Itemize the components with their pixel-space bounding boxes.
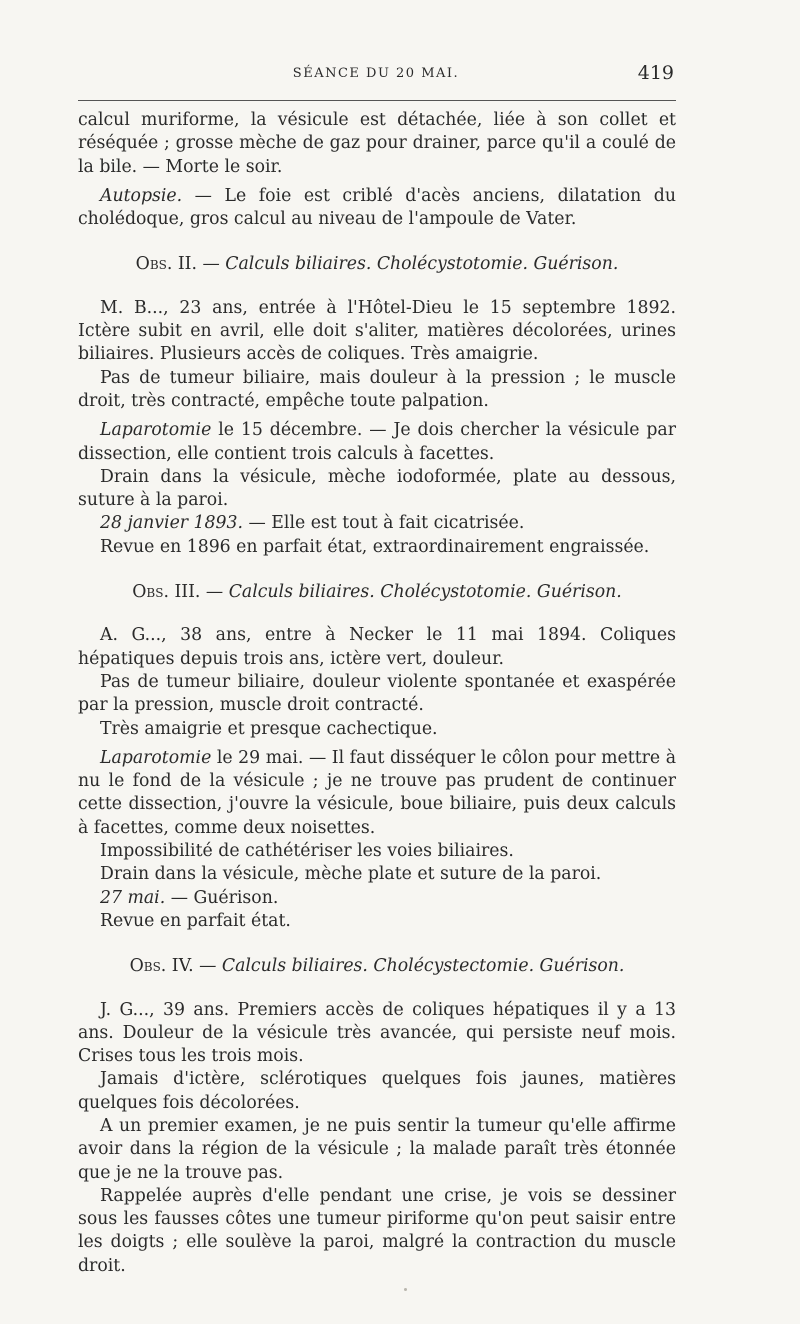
paragraph: [78, 536, 676, 559]
paragraph-text: Pas de tumeur biliaire, douleur violente spontanée et exaspérée par la pression, muscle droit contracté.: [78, 671, 676, 716]
paragraph: [78, 367, 676, 414]
paragraph-text: — Elle est tout à fait cicatrisée.: [243, 513, 525, 534]
paragraph-text: calcul muriforme, la vésicule est détachée, liée à son collet et réséquée ; grosse mèche de gaz pour drainer, parce qu'il a coulé de la bile. — Morte le soir.: [78, 110, 676, 177]
paragraph-text: — Guérison.: [165, 887, 279, 908]
paragraph-text: Pas de tumeur biliaire, mais douleur à la pression ; le muscle droit, très contracté, empêche toute palpation.: [78, 367, 676, 411]
paragraph: [78, 624, 676, 671]
paragraph: [78, 466, 676, 513]
paragraph-text: J. G..., 39 ans. Premiers accès de coliques hépatiques il y a 13 ans. Douleur de la vésicule très avancée, qui persiste neuf mois. Crises tous les trois mois.: [78, 999, 676, 1067]
observation-label: Obs. IV.: [129, 956, 194, 977]
paragraph-text: Jamais d'ictère, sclérotiques quelques fois jaunes, matières quelques fois décolorées.: [78, 1069, 676, 1113]
observation-heading: [78, 581, 676, 604]
paragraph: [78, 887, 676, 910]
italic-lead: Autopsie.: [100, 185, 183, 206]
paragraph: [78, 671, 676, 718]
paragraph: [78, 863, 676, 886]
italic-lead: 28 janvier 1893.: [100, 513, 244, 534]
paragraph-text: Drain dans la vésicule, mèche plate et suture de la paroi.: [100, 864, 602, 885]
paragraph: [78, 999, 676, 1069]
header-rule: [78, 100, 676, 101]
observation-title: — Calculs biliaires. Cholécystotomie. Guérison.: [197, 254, 619, 275]
paragraph-text: Drain dans la vésicule, mèche iodoformée, plate au dessous, suture à la paroi.: [78, 466, 676, 511]
italic-lead: Laparotomie: [100, 420, 212, 441]
paragraph-text: Revue en parfait état.: [100, 910, 291, 931]
paragraph: [78, 840, 676, 863]
paragraph-text: Impossibilité de cathétériser les voies biliaires.: [100, 841, 514, 862]
paragraph: [78, 910, 676, 933]
paragraph: [78, 297, 676, 367]
observation-label: Obs. II.: [135, 254, 197, 275]
observation-heading: [78, 955, 676, 978]
page-header: [78, 62, 674, 92]
paragraph-text: Très amaigrie et presque cachectique.: [100, 718, 438, 739]
page-number: 419: [637, 62, 674, 84]
paragraph: [78, 419, 676, 466]
paragraph: [78, 718, 676, 741]
observation-title: — Calculs biliaires. Cholécystotomie. Guérison.: [200, 582, 622, 603]
paragraph-text: le 15 décembre. — Je dois chercher la vésicule par dissection, elle contient trois calculs à facettes.: [78, 420, 676, 464]
paragraph-text: — Le foie est criblé d'acès anciens, dilatation du cholédoque, gros calcul au niveau de l'ampoule de Vater.: [78, 185, 676, 230]
body-text: [78, 109, 676, 1278]
print-speck: [404, 1288, 407, 1291]
paragraph-text: A un premier examen, je ne puis sentir la tumeur qu'elle affirme avoir dans la région de la vésicule ; la malade paraît très étonnée que je ne la trouve pas.: [78, 1115, 676, 1183]
observation-heading: [78, 253, 676, 276]
paragraph-text: le 29 mai. — Il faut disséquer le côlon pour mettre à nu le fond de la vésicule ; je ne trouve pas prudent de continuer cette dissection, j'ouvre la vésicule, boue biliaire, puis deux calculs à facettes, comme deux noisettes.: [78, 747, 676, 838]
observation-title: — Calculs biliaires. Cholécystectomie. Guérison.: [193, 956, 625, 977]
paragraph-text: Revue en 1896 en parfait état, extraordinairement engraissée.: [100, 536, 650, 557]
paragraph: [78, 1185, 676, 1278]
observation-label: Obs. III.: [132, 582, 201, 603]
paragraph: [78, 1115, 676, 1185]
paragraph-text: M. B..., 23 ans, entrée à l'Hôtel-Dieu le 15 septembre 1892. Ictère subit en avril, elle doit s'aliter, matières décolorées, urines biliaires. Plusieurs accès de coliques. Très amaigrie.: [78, 297, 676, 365]
italic-lead: Laparotomie: [100, 747, 212, 768]
running-title: SÉANCE DU 20 MAI.: [292, 66, 460, 81]
paragraph: [78, 185, 676, 232]
paragraph: [78, 109, 676, 179]
paragraph-text: Rappelée auprès d'elle pendant une crise, je vois se dessiner sous les fausses côtes une tumeur piriforme qu'on peut saisir entre les doigts ; elle soulève la paroi, malgré la contraction du muscle droit.: [78, 1185, 676, 1276]
paragraph: [78, 747, 676, 840]
paragraph: [78, 1068, 676, 1115]
paragraph-text: A. G..., 38 ans, entre à Necker le 11 mai 1894. Coliques hépatiques depuis trois ans, ictère vert, douleur.: [78, 625, 676, 669]
paragraph: [78, 512, 676, 535]
italic-lead: 27 mai.: [100, 887, 166, 908]
